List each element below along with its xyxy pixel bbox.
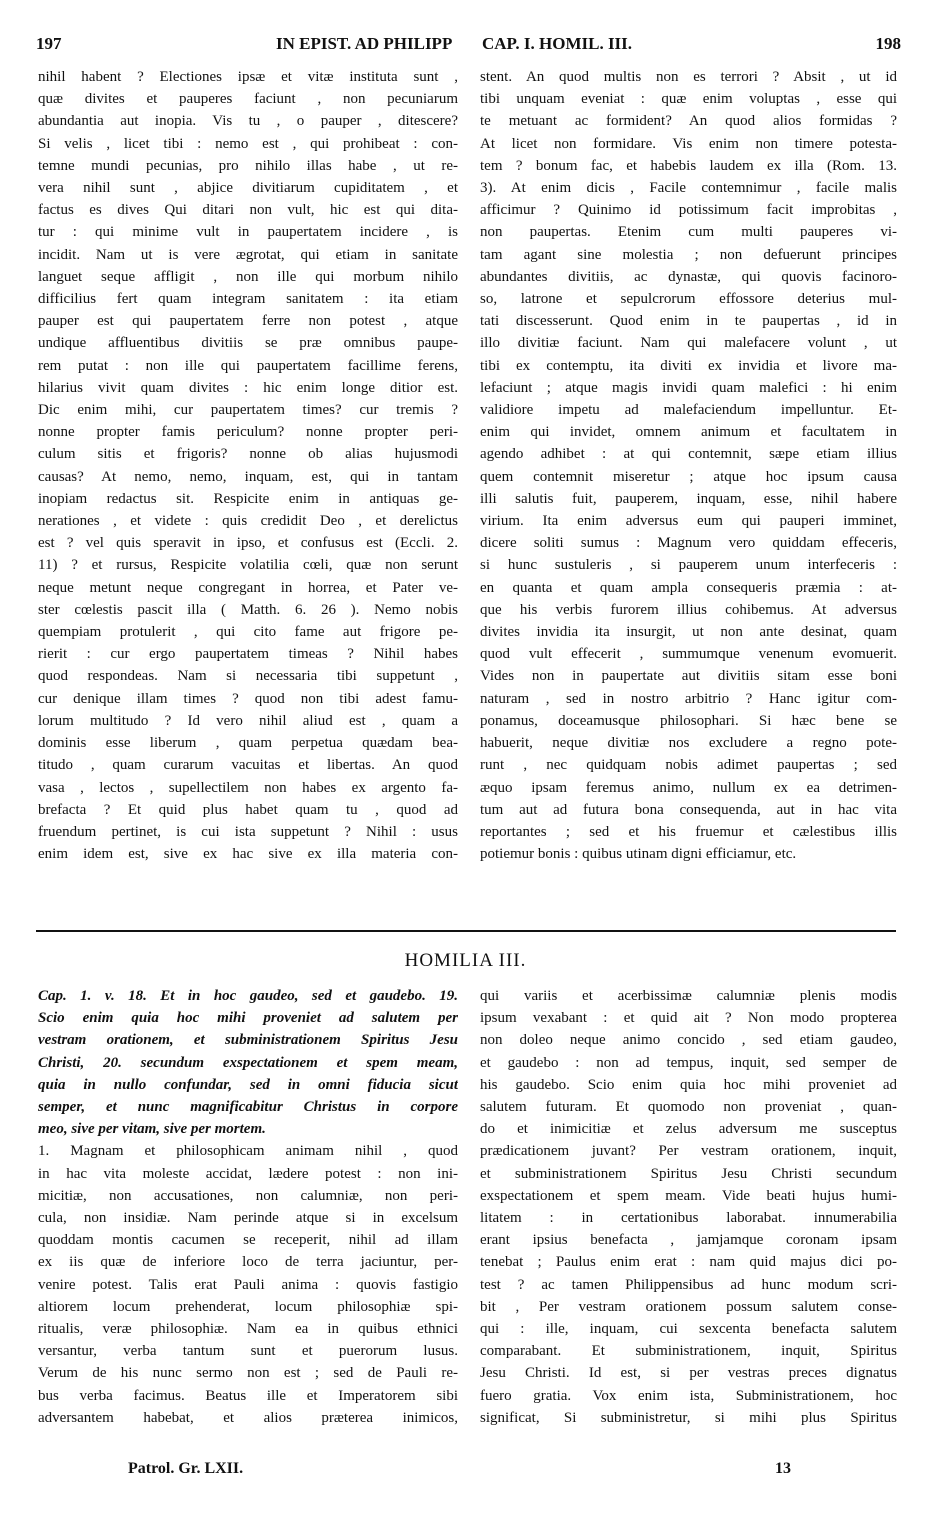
text-line: ritualis, veræ philosophiæ. Nam ea in quibus ethnici bbox=[38, 1321, 458, 1338]
text-line: reportantes ; sed et his fruemur et cælestibus illis bbox=[480, 823, 897, 840]
text-line: pauper est qui paupertatem ferre non potest , atque bbox=[38, 313, 458, 330]
text-line: lefaciunt ; atque magis invidi quam malefici : hi enim bbox=[480, 379, 897, 396]
text-line: habuerit, neque divitiæ nos excludere a regno pote- bbox=[480, 735, 897, 752]
text-line: 1. Magnam et philosophicam animam nihil , quod bbox=[38, 1143, 458, 1160]
text-line: hilarius vivit quam divites : hic enim longe ditior est. bbox=[38, 379, 458, 396]
text-line: in hac vita moleste accidat, lædere potest : non ini- bbox=[38, 1165, 458, 1182]
text-line: Vides non in paupertate aut divitiis sitam esse boni bbox=[480, 668, 897, 685]
text-line: virium. Ita enim adversus eum qui pauperi imminet, bbox=[480, 513, 897, 530]
text-line: difficilius fert quam integram sanitatem : ita etiam bbox=[38, 291, 458, 308]
text-line: ipsum vexabant : et quid ait ? Non modo propterea bbox=[480, 1010, 897, 1027]
text-line: vasa , lectos , supellectilem non habes ex argento fa- bbox=[38, 779, 458, 796]
text-line: 11) ? et rursus, Respicite volatilia cœli, quæ non serunt bbox=[38, 557, 458, 574]
text-line: en quanta et quam ampla consequeris præmia : at- bbox=[480, 579, 897, 596]
text-line: brefacta ? Et quid plus habet quam tu , quod ad bbox=[38, 801, 458, 818]
text-line: rem putat : non ille qui paupertatem facillime ferens, bbox=[38, 357, 458, 374]
text-line: At licet non formidare. Vis enim non timere potesta- bbox=[480, 135, 897, 152]
page-number-left: 197 bbox=[36, 34, 62, 53]
text-line: abundantes divitiis, ac dynastæ, qui quovis facinoro- bbox=[480, 268, 897, 285]
text-line: ponamus, doceamusque philosophari. Si hæc bene se bbox=[480, 712, 897, 729]
text-line: inopiam redactus sit. Respicite enim in antiquas ge- bbox=[38, 490, 458, 507]
text-line: languet seque affligit , non ille qui morbum nihilo bbox=[38, 268, 458, 285]
text-line: illi salutis fuit, pauperem, inquam, esse, nihil habere bbox=[480, 490, 897, 507]
bottom-right-column bbox=[480, 985, 897, 1429]
top-right-column bbox=[480, 66, 897, 865]
text-line: æquo ipsam feremus animo, nullum ex ea detrimen- bbox=[480, 779, 897, 796]
text-line: potiemur bonis : quibus utinam digni efficiamur, etc. bbox=[480, 846, 797, 863]
text-line: si hunc sustuleris , si pauperem unum interfeceris : bbox=[480, 557, 897, 574]
text-line: que his verbis furorem illius cohibemus. At adversus bbox=[480, 601, 897, 618]
text-line: tum aut ad futura bona consequenda, aut in hac vita bbox=[480, 801, 897, 818]
text-line: quod respondeas. Nam si necessaria tibi suppetunt , bbox=[38, 668, 458, 685]
homily-title: HOMILIA III. bbox=[404, 950, 527, 971]
footer-signature: Patrol. Gr. LXII. bbox=[128, 1460, 244, 1477]
text-line: qui variis et acerbissimæ calumniæ plenis modis bbox=[480, 988, 897, 1004]
text-line: neque metunt neque congregant in horrea, et Pater ve- bbox=[38, 579, 458, 596]
text-line: titudo , quam curarum vacuitas et libertas. An quod bbox=[38, 757, 458, 774]
text-line: quia in nullo confundar, sed in omni fiducia sicut bbox=[38, 1076, 458, 1093]
text-line: factus es dives Qui ditari non vult, hic est qui dita- bbox=[38, 202, 458, 219]
text-line: tem ? bonum fac, et habebis laudem ex illa (Rom. 13. bbox=[480, 157, 897, 174]
text-line: venire potest. Talis erat Pauli anima : quovis fastigio bbox=[38, 1276, 458, 1293]
text-line: ster cœlestis pascit illa ( Matth. 6. 26 ). Nemo nobis bbox=[38, 601, 458, 618]
text-line: stent. An quod multis non es terrori ? Absit , ut id bbox=[480, 69, 897, 85]
running-header bbox=[36, 34, 901, 56]
text-line: dominis esse liberum , quam perpetua quædam bea- bbox=[38, 735, 458, 752]
text-line: vestram orationem, et subministrationem Spiritus Jesu bbox=[38, 1032, 458, 1049]
text-line: tam agant sine molestia ; non defuerunt principes bbox=[480, 246, 897, 263]
text-line: causas? At nemo, nemo, inquam, est, qui in tantam bbox=[38, 468, 458, 485]
text-line: fuero gratia. Vox enim ista, Subministrationem, hoc bbox=[480, 1387, 897, 1404]
text-line: validiore impetu ad malefaciendum impelluntur. Et- bbox=[480, 402, 897, 419]
text-line: salutem futuram. Et quomodo non proveniat , quan- bbox=[480, 1099, 897, 1116]
text-line: quem contemnit miseretur ; atque hoc ipsum causa bbox=[480, 468, 897, 485]
text-line: te metuant ac formident? An quod alios formidas ? bbox=[480, 113, 897, 130]
text-line: qui : ille, inquam, cui sexcenta benefacta salutem bbox=[480, 1321, 897, 1338]
text-line: culum sitis et frigoris? nonne ob alias hujusmodi bbox=[38, 446, 458, 463]
text-line: test ? ac tamen Philippensibus ad hunc modum scri- bbox=[480, 1276, 897, 1293]
text-line: rierit : cur ergo paupertatem timeas ? Nihil habes bbox=[38, 646, 458, 663]
text-line: tur : qui minime vult in paupertatem incidere , is bbox=[38, 224, 458, 241]
text-line: bus verba facimus. Beatus ille et Imperatorem sibi bbox=[38, 1387, 458, 1404]
text-line: enim qui invidet, omnem animum et facultatem in bbox=[480, 424, 897, 441]
text-line: fruendum pertinet, is cui ista suppetunt ? Nihil : usus bbox=[38, 823, 458, 840]
text-line: tibi unquam eveniat : quæ enim voluptas , esse qui bbox=[480, 91, 897, 108]
text-line: agendo adhibet : at qui contemnit, sæpe etiam illius bbox=[480, 446, 897, 463]
bottom-left-column bbox=[38, 985, 458, 1429]
text-line: meo, sive per vitam, sive per mortem. bbox=[38, 1121, 266, 1138]
text-line: quoddam montis cacumen se receperit, nihil ad illam bbox=[38, 1232, 458, 1249]
text-line: naturam , sed in nostro arbitrio ? Hanc igitur com- bbox=[480, 690, 897, 707]
top-left-column bbox=[38, 66, 458, 865]
text-line: prædicationem juvant? Per vestram orationem, inquit, bbox=[480, 1143, 897, 1160]
text-line: comparabant. Et subministrationem, inquit, Spiritus bbox=[480, 1343, 897, 1360]
text-line: cur denique illam times ? quod non tibi adest famu- bbox=[38, 690, 458, 707]
scripture-passage bbox=[38, 985, 458, 1140]
text-line: est ? vel quis speravit in ipso, et confusus est (Eccli. 2. bbox=[38, 535, 458, 552]
text-line: quæ divites et pauperes faciunt , non pecuniarum bbox=[38, 91, 458, 108]
text-line: versantur, verba tantum sunt et puerorum lusus. bbox=[38, 1343, 458, 1360]
text-line: non doleo neque animo concido , sed etiam gaudeo, bbox=[480, 1032, 897, 1049]
homily-text bbox=[38, 1140, 458, 1429]
text-line: his gaudebo. Scio enim quia hoc mihi proveniet ad bbox=[480, 1076, 897, 1093]
text-line: exspectationem et spem meam. Vide beati hujus humi- bbox=[480, 1187, 897, 1204]
text-line: Christi, 20. secundum exspectationem et spem meam, bbox=[38, 1054, 458, 1071]
text-line: so, latrone et sepulcrorum effossore deterius mul- bbox=[480, 291, 897, 308]
text-line: significat, Si subministretur, si mihi plus Spiritus bbox=[480, 1409, 897, 1426]
text-line: abundantia aut inopia. Vis tu , o pauper , ditescere? bbox=[38, 113, 458, 130]
text-line: tati discesserunt. Quod enim in te paupertas , id in bbox=[480, 313, 897, 330]
text-line: do et inimicitiæ et zelus adversum me susceptus bbox=[480, 1121, 897, 1138]
text-line: divites invidia ita insurgit, ut non ante desinat, quam bbox=[480, 624, 897, 641]
section-divider bbox=[36, 930, 896, 932]
text-line: ex iis quæ de inferiore loco de terra jaciuntur, per- bbox=[38, 1254, 458, 1271]
text-line: vera nihil sunt , abjice divitiarum cupiditatem , et bbox=[38, 180, 458, 197]
text-line: dicere soliti sumus : Magnum vero quiddam effeceris, bbox=[480, 535, 897, 552]
text-line: temne mundi pecunias, pro nihilo illas habe , ut re- bbox=[38, 157, 458, 174]
text-line: undique affluentibus divitiis se præ omnibus paupe- bbox=[38, 335, 458, 352]
text-line: Si velis , licet tibi : nemo est , qui prohibeat : con- bbox=[38, 135, 458, 152]
text-line: litatem : in certationibus laborabat. innumerabilia bbox=[480, 1210, 897, 1227]
text-line: semper, et nunc magnificabitur Christus in corpore bbox=[38, 1099, 458, 1116]
text-line: altiorem locum prehenderat, locum philosophiæ spi- bbox=[38, 1298, 458, 1315]
text-line: tenebat ; Paulus enim erat : nam quid majus dici po- bbox=[480, 1254, 897, 1271]
text-line: micitiæ, non accusationes, non calumniæ, non peri- bbox=[38, 1187, 458, 1204]
text-line: Cap. 1. v. 18. Et in hoc gaudeo, sed et gaudebo. 19. bbox=[38, 988, 458, 1004]
text-line: enim idem est, sive ex hac sive ex illa materia con- bbox=[38, 846, 458, 863]
text-line: Jesu Christi. Id est, si per vestras preces dignatus bbox=[480, 1365, 897, 1382]
text-line: nonne propter famis periculum? nonne propter peri- bbox=[38, 424, 458, 441]
running-title-left: IN EPIST. AD PHILIPP bbox=[276, 34, 453, 53]
text-line: tibi ex contemptu, ita diviti ex invidia et livore ma- bbox=[480, 357, 897, 374]
text-line: nihil habent ? Electiones ipsæ et vitæ instituta sunt , bbox=[38, 69, 458, 85]
text-line: quod vult effecerit , summumque venenum evomuerit. bbox=[480, 646, 897, 663]
page-number-right: 198 bbox=[875, 34, 901, 53]
text-line: et gaudebo : non ad tempus, inquit, sed semper de bbox=[480, 1054, 897, 1071]
text-line: illo divitiæ faciunt. Nam qui malefacere volunt , ut bbox=[480, 335, 897, 352]
text-line: quempiam protulerit , qui cito fame aut frigore pe- bbox=[38, 624, 458, 641]
text-line: cula, non insidiæ. Nam perinde atque si in excelsum bbox=[38, 1210, 458, 1227]
text-line: 3). At enim dicis , Facile contemnimur , facile malis bbox=[480, 180, 897, 197]
text-line: Dic enim mihi, cur paupertatem times? cur tremis ? bbox=[38, 402, 458, 419]
text-line: erant ipsius benefacta , jamjamque coronam ipsam bbox=[480, 1232, 897, 1249]
text-line: lorum multitudo ? Id vero nihil aliud est , quam a bbox=[38, 712, 458, 729]
text-line: Scio enim quia hoc mihi proveniet ad salutem per bbox=[38, 1010, 458, 1027]
text-line: afficimur ? Quinimo id potissimum facit improbitas , bbox=[480, 202, 897, 219]
text-line: runt , nec quidquam nobis adimet paupertas ; sed bbox=[480, 757, 897, 774]
footer-sheet-number: 13 bbox=[775, 1460, 791, 1477]
text-line: non paupertas. Etenim cum multi pauperes vi- bbox=[480, 224, 897, 241]
text-line: et subministrationem Spiritus Jesu Christi secundum bbox=[480, 1165, 897, 1182]
text-line: adversantem habebat, et alios præterea inimicos, bbox=[38, 1409, 458, 1426]
text-line: Verum de his nunc sermo non est ; sed de Pauli re- bbox=[38, 1365, 458, 1382]
text-line: bit , Per vestram orationem possum salutem conse- bbox=[480, 1298, 897, 1315]
text-line: incidit. Nam ut is vere ægrotat, qui etiam in sanitate bbox=[38, 246, 458, 263]
running-title-right: CAP. I. HOMIL. III. bbox=[482, 34, 633, 53]
text-line: nerationes , et videte : quis credidit Deo , et derelictus bbox=[38, 513, 458, 530]
